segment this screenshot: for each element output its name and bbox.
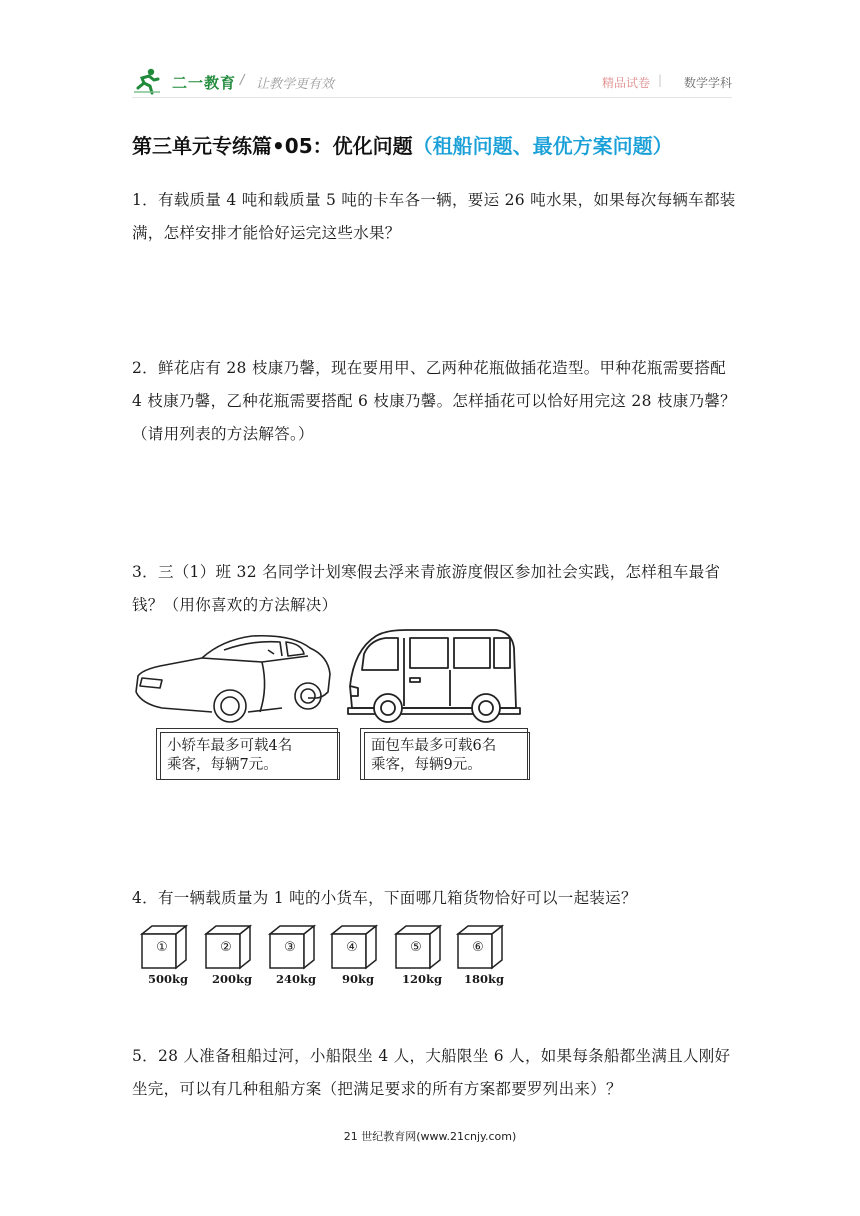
page-header [132, 64, 732, 100]
cargo-weight: 240kg [275, 972, 316, 986]
sedan-info-line2: 乘客，每辆7元。 [167, 757, 278, 773]
page-footer: 21 世纪教育网(www.21cnjy.com) [343, 1130, 517, 1143]
cargo-box-5 [394, 924, 450, 988]
question-3: 3．三（1）班 32 名同学计划寒假去浮来青旅游度假区参加社会实践，怎样租车最省钱？（用你喜欢的方法解决） [132, 563, 721, 614]
cargo-box-6 [456, 924, 512, 988]
title-subtitle: （租船问题、最优方案问题） [412, 134, 673, 158]
van-info-box [364, 732, 530, 780]
question-2: 2．鲜花店有 28 枝康乃馨，现在要用甲、乙两种花瓶做插花造型。甲种花瓶需要搭配 4 枝康乃馨，乙种花瓶需要搭配 6 枝康乃馨。怎样插花可以恰好用完这 28 枝康乃馨？（请用列表的方法解答。） [132, 359, 736, 443]
cargo-weight: 200kg [211, 972, 252, 986]
cargo-number: ④ [346, 940, 358, 955]
question-1: 1．有载质量 4 吨和载质量 5 吨的卡车各一辆，要运 26 吨水果，如果每次每辆车都装满，怎样安排才能恰好运完这些水果？ [132, 191, 736, 242]
cargo-weight: 180kg [463, 972, 504, 986]
van-info-line2: 乘客，每辆9元。 [371, 757, 482, 773]
cargo-number: ② [220, 940, 232, 955]
slogan-separator: / [240, 73, 245, 88]
cargo-box-2 [204, 924, 260, 988]
cargo-weight: 90kg [341, 972, 374, 986]
tag-premium-paper: 精品试卷 [601, 76, 650, 90]
header-divider [132, 97, 732, 98]
cargo-number: ① [156, 940, 168, 955]
slogan: 让教学更有效 [256, 77, 335, 92]
title-main: 第三单元专练篇•05：优化问题 [132, 134, 413, 158]
cargo-box-1 [140, 924, 196, 988]
cargo-weight: 120kg [401, 972, 442, 986]
cargo-number: ③ [284, 940, 296, 955]
tag-subject: 数学学科 [683, 76, 732, 90]
sedan-info-box [160, 732, 340, 780]
cargo-number: ⑤ [410, 940, 422, 955]
page-title [132, 130, 673, 159]
minivan-icon [346, 624, 522, 724]
runner-logo-icon [132, 66, 162, 96]
van-info-line1: 面包车最多可载6名 [371, 738, 497, 754]
sedan-car-icon [132, 628, 336, 724]
cargo-box-4 [330, 924, 386, 988]
cargo-box-3 [268, 924, 324, 988]
tag-separator: | [657, 73, 662, 87]
sedan-info-line1: 小轿车最多可载4名 [167, 738, 293, 754]
cargo-weight: 500kg [147, 972, 188, 986]
cargo-number: ⑥ [472, 940, 484, 955]
question-4: 4．有一辆载质量为 1 吨的小货车，下面哪几箱货物恰好可以一起装运？ [132, 889, 637, 907]
brand-name: 二一教育 [172, 74, 237, 92]
question-5: 5．28 人准备租船过河，小船限坐 4 人，大船限坐 6 人，如果每条船都坐满且人刚好坐完，可以有几种租船方案（把满足要求的所有方案都要罗列出来）？ [132, 1047, 731, 1098]
